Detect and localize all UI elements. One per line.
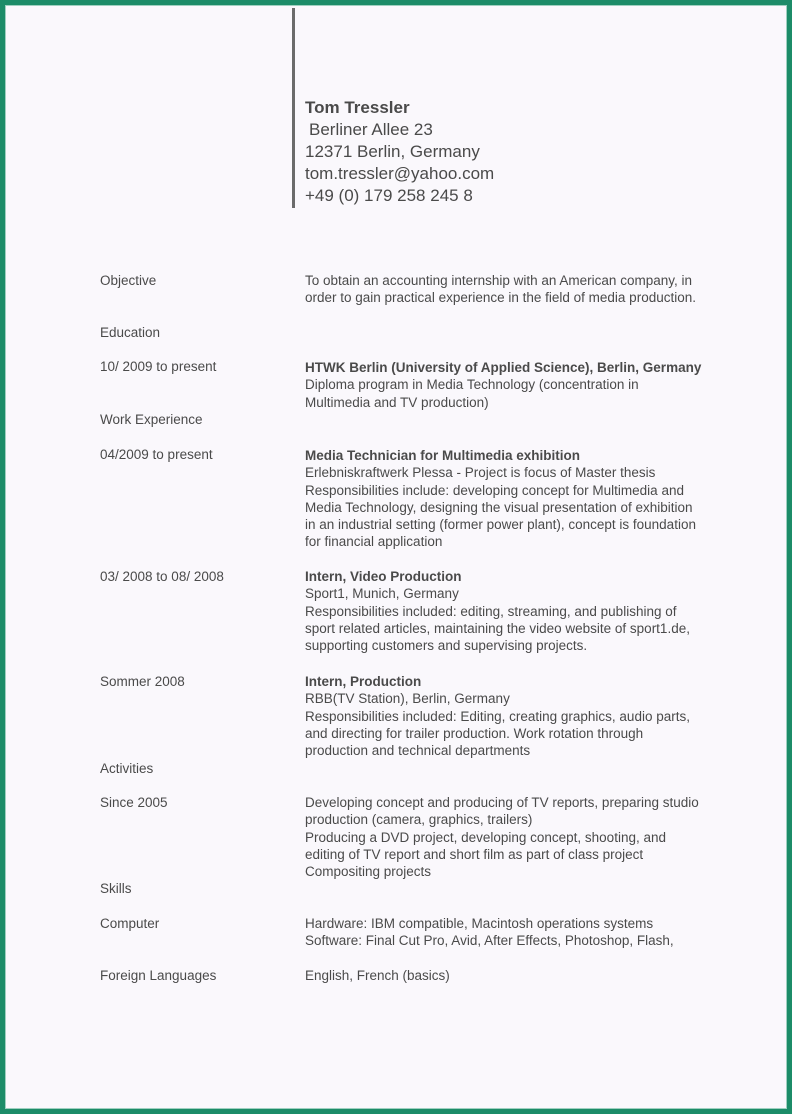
activities-line: editing of TV report and short film as part of class project bbox=[305, 846, 644, 862]
skill-entry bbox=[305, 967, 725, 984]
work-entry bbox=[305, 447, 725, 551]
skill-line: English, French (basics) bbox=[305, 968, 450, 983]
contact-header bbox=[305, 97, 494, 207]
education-date: 10/ 2009 to present bbox=[100, 359, 217, 374]
work-line: Sport1, Munich, Germany bbox=[305, 586, 459, 602]
skill-entry bbox=[305, 915, 725, 950]
skill-line: Software: Final Cut Pro, Avid, After Effects, Photoshop, Flash, bbox=[305, 933, 674, 949]
education-heading: Education bbox=[100, 325, 161, 340]
work-title: Media Technician for Multimedia exhibition bbox=[305, 448, 581, 463]
work-experience-heading: Work Experience bbox=[100, 412, 203, 427]
activities-line: Developing concept and producing of TV reports, preparing studio bbox=[305, 795, 699, 810]
objective-line: order to gain practical experience in the field of media production. bbox=[305, 290, 696, 306]
address-city: 12371 Berlin, Germany bbox=[305, 142, 480, 161]
activities-line: Producing a DVD project, developing concept, shooting, and bbox=[305, 829, 666, 845]
skill-label: Foreign Languages bbox=[100, 968, 217, 983]
activities-entry bbox=[305, 794, 725, 880]
work-title: Intern, Production bbox=[305, 674, 422, 689]
work-line: supporting customers and supervising projects. bbox=[305, 638, 588, 654]
work-line: sport related articles, maintaining the video website of sport1.de, bbox=[305, 620, 690, 636]
activities-line: Compositing projects bbox=[305, 864, 432, 880]
skills-heading: Skills bbox=[100, 881, 132, 896]
education-title: HTWK Berlin (University of Applied Science), Berlin, Germany bbox=[305, 360, 702, 375]
work-line: Responsibilities included: Editing, creating graphics, audio parts, bbox=[305, 708, 690, 724]
work-line: RBB(TV Station), Berlin, Germany bbox=[305, 691, 510, 707]
header-vertical-rule bbox=[292, 8, 295, 208]
work-line: Responsibilities include: developing concept for Multimedia and bbox=[305, 482, 684, 498]
work-entry bbox=[305, 673, 725, 759]
candidate-name: Tom Tressler bbox=[305, 98, 410, 117]
email-address: tom.tressler@yahoo.com bbox=[305, 164, 495, 183]
education-entry bbox=[305, 359, 725, 411]
work-line: Responsibilities included: editing, streaming, and publishing of bbox=[305, 603, 677, 619]
activities-date: Since 2005 bbox=[100, 795, 168, 810]
education-line: Diploma program in Media Technology (concentration in bbox=[305, 377, 639, 393]
work-line: Media Technology, designing the visual presentation of exhibition bbox=[305, 499, 693, 515]
education-line: Multimedia and TV production) bbox=[305, 394, 489, 410]
objective-text bbox=[305, 272, 725, 307]
objective-label: Objective bbox=[100, 273, 157, 288]
work-date: 04/2009 to present bbox=[100, 447, 213, 462]
work-line: in an industrial setting (former power plant), concept is foundation bbox=[305, 517, 696, 533]
work-line: for financial application bbox=[305, 534, 443, 550]
skill-line: Hardware: IBM compatible, Macintosh operations systems bbox=[305, 916, 654, 931]
work-entry bbox=[305, 568, 725, 654]
phone-number: +49 (0) 179 258 245 8 bbox=[305, 186, 473, 205]
work-date: 03/ 2008 to 08/ 2008 bbox=[100, 569, 224, 584]
work-line: production and technical departments bbox=[305, 743, 531, 759]
work-line: Erlebniskraftwerk Plessa - Project is focus of Master thesis bbox=[305, 465, 656, 481]
work-date: Sommer 2008 bbox=[100, 674, 185, 689]
objective-line: To obtain an accounting internship with an American company, in bbox=[305, 273, 692, 288]
activities-line: production (camera, graphics, trailers) bbox=[305, 812, 533, 828]
activities-heading: Activities bbox=[100, 761, 154, 776]
skill-label: Computer bbox=[100, 916, 160, 931]
address-street: Berliner Allee 23 bbox=[309, 120, 433, 139]
work-line: and directing for trailer production. Work rotation through bbox=[305, 725, 644, 741]
work-title: Intern, Video Production bbox=[305, 569, 462, 584]
